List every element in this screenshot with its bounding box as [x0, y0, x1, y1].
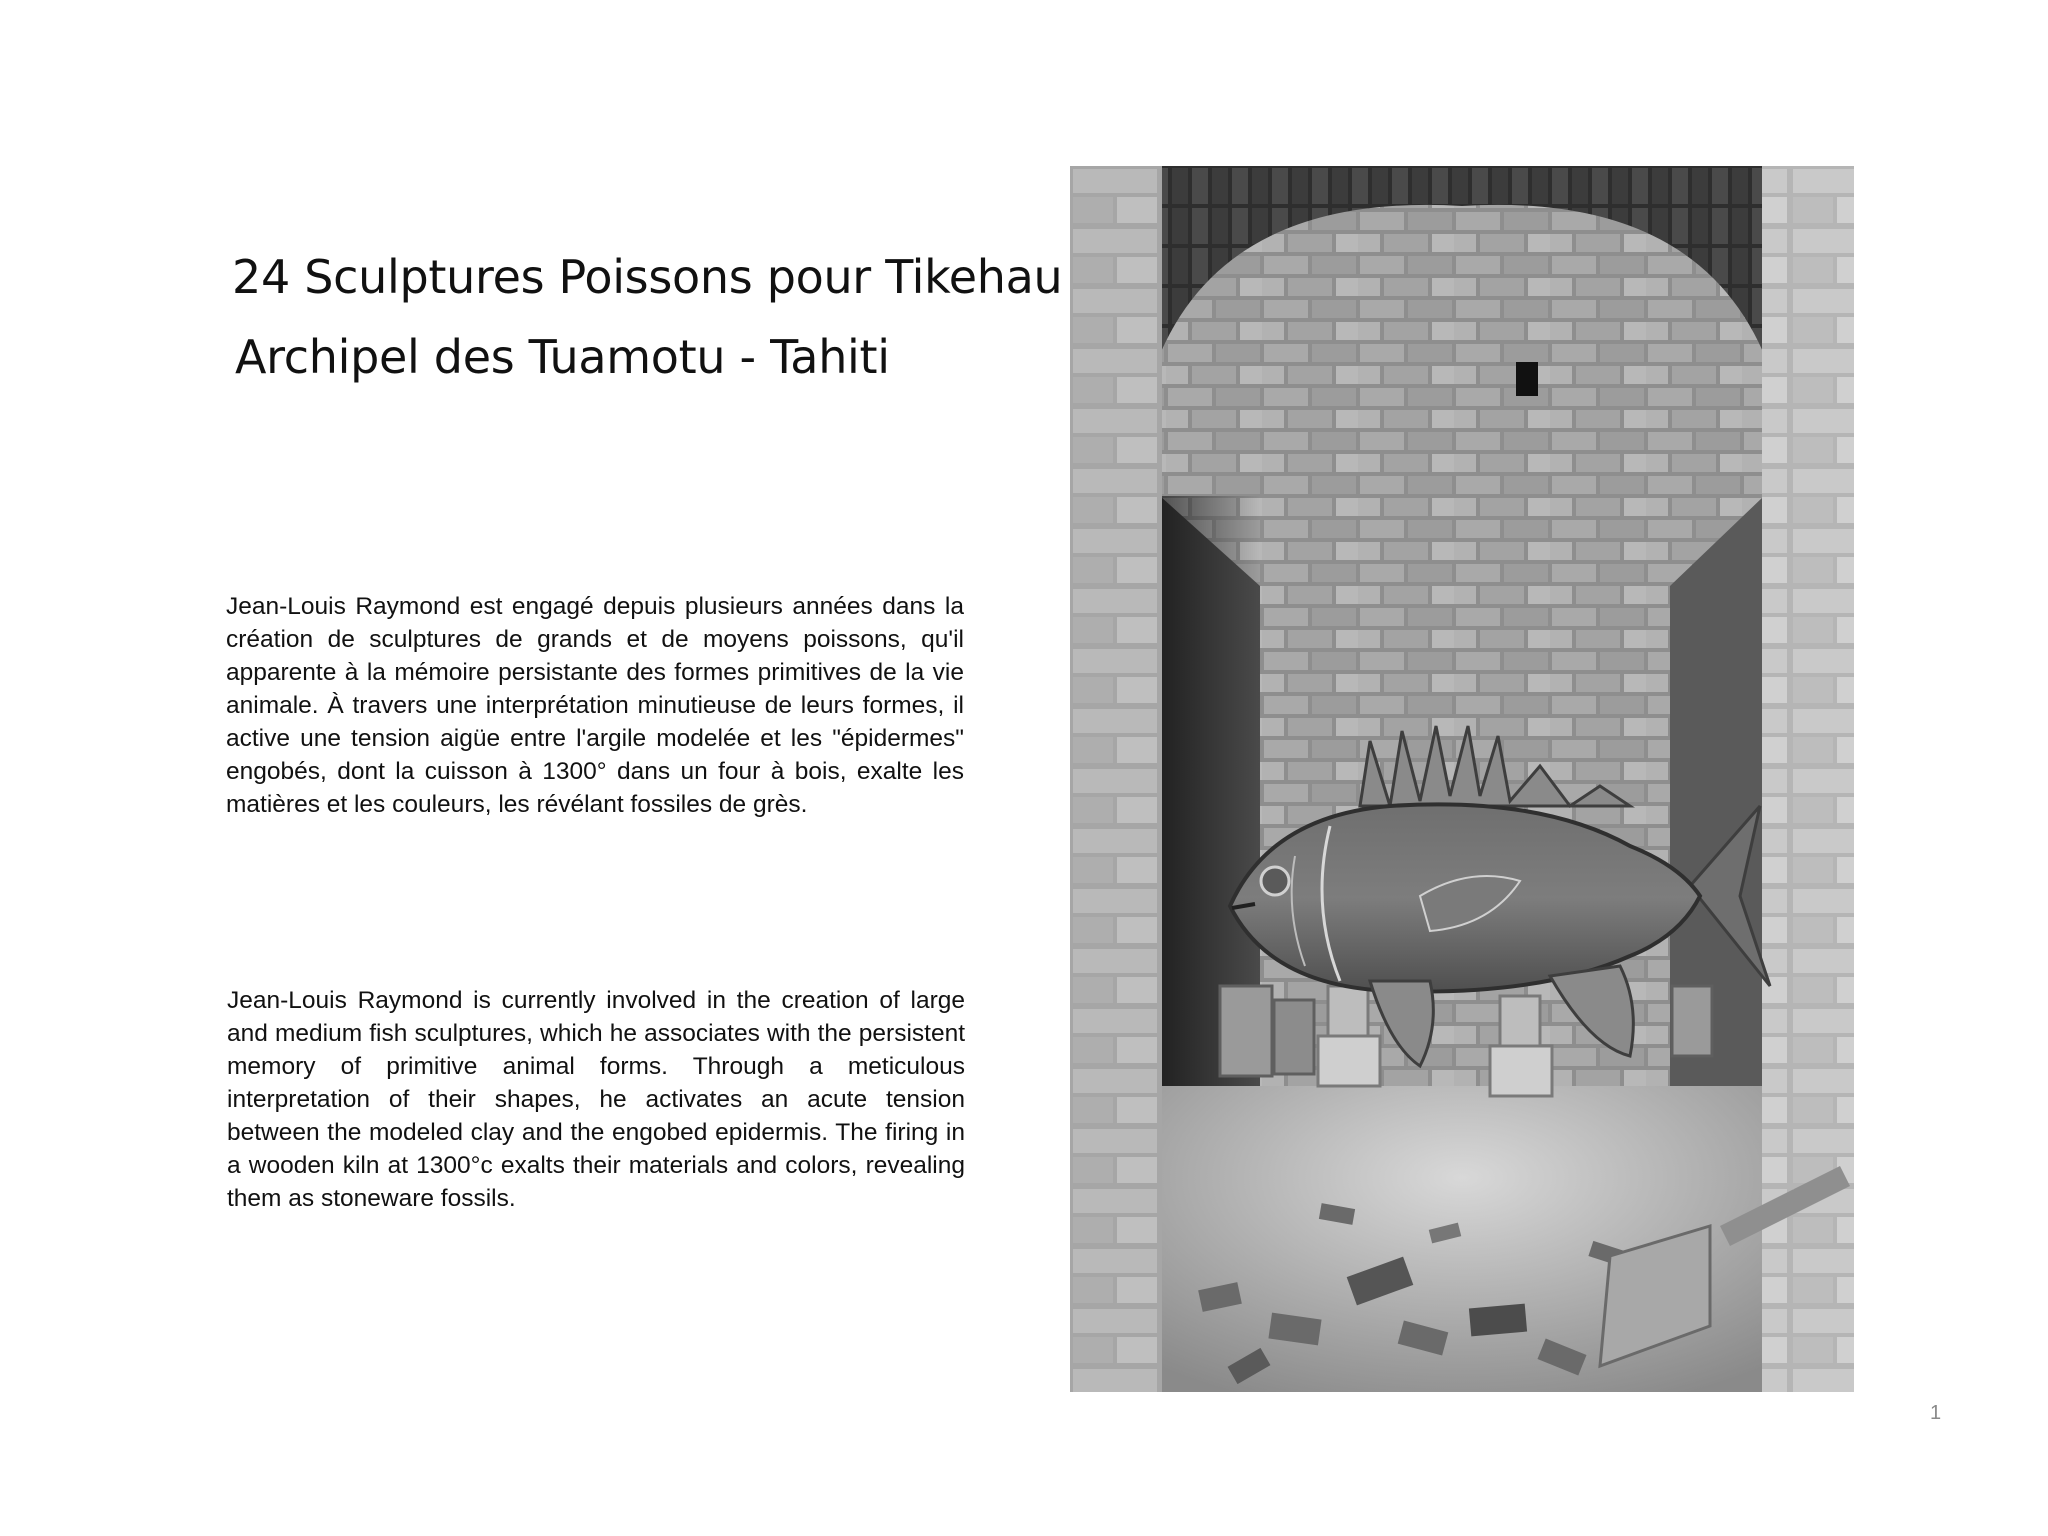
- paragraph-english: Jean-Louis Raymond is currently involved in the creation of large and medium fish sculptures, which he associates with the persistent memory of primitive animal forms. Through a meticulous interpretation of their shapes, he activates an acute tension between the modeled clay and the engobed epidermis. The firing in a wooden kiln at 1300°c exalts their materials and colors, revealing them as stoneware fossils.: [227, 987, 965, 1212]
- paragraph-french: Jean-Louis Raymond est engagé depuis plusieurs années dans la création de sculptures de grands et de moyens poissons, qu'il apparente à la mémoire persistante des formes primitives de la vie animale. À travers une interprétation minutieuse de leurs formes, il active une tension aigüe entre l'argile modelée et les "épidermes" engobés, dont la cuisson à 1300° dans un four à bois, exalte les matières et les couleurs, les révélant fossiles de grès.: [226, 593, 964, 818]
- fish-sculpture-in-kiln-photo: [1070, 166, 1854, 1392]
- title-line-2: Archipel des Tuamotu - Tahiti: [235, 330, 890, 384]
- page-number: 1: [1930, 1402, 1942, 1424]
- title-line-1: 24 Sculptures Poissons pour Tikehau: [232, 250, 1063, 304]
